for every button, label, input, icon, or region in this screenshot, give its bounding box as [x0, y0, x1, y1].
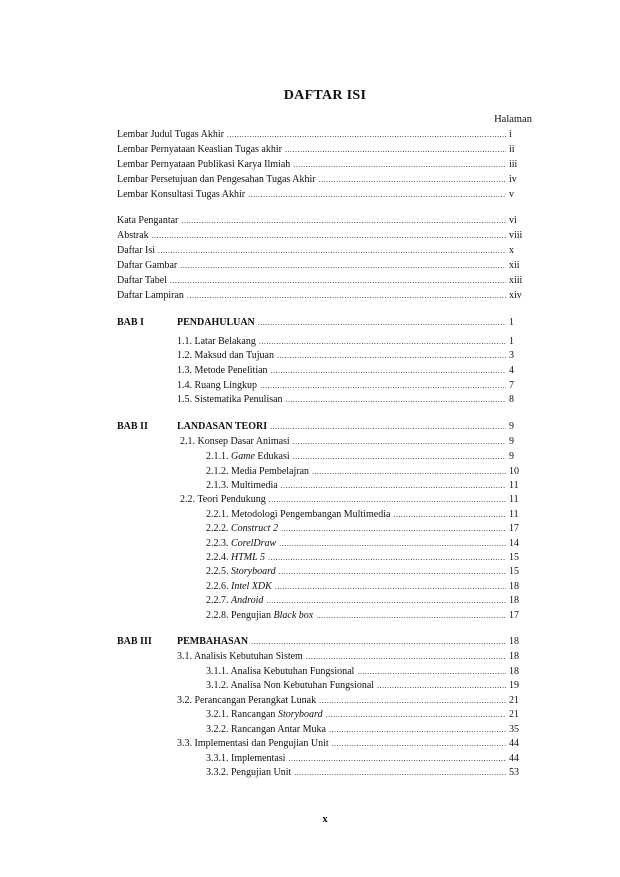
toc-entry [180, 435, 531, 448]
toc-chapter-entry [117, 635, 531, 648]
toc-entry [206, 609, 531, 622]
toc-entry-title: 3.1.2. Analisa Non Kebutuhan Fungsional [206, 680, 375, 691]
dot-leader [393, 508, 506, 521]
dot-leader [357, 665, 506, 678]
toc-page-number: x [509, 245, 514, 256]
toc-entry-title: 2.2.7. Android [206, 595, 264, 606]
toc-entry [177, 364, 531, 377]
toc-entry [206, 565, 531, 578]
dot-leader [158, 244, 506, 257]
toc-entry [206, 766, 531, 779]
dot-leader [332, 737, 506, 750]
dot-leader [258, 316, 506, 329]
dot-leader [277, 349, 506, 362]
toc-page-number: 15 [509, 552, 519, 563]
toc-entry-title: 1.3. Metode Penelitian [177, 365, 268, 376]
toc-entry-title: 3.3.1. Implementasi [206, 753, 286, 764]
dot-leader [312, 465, 506, 478]
toc-page-number: 14 [509, 538, 519, 549]
toc-entry [206, 723, 531, 736]
toc-entry-title: 2.2.6. Intel XDK [206, 581, 272, 592]
toc-entry-title: 3.2.2. Rancangan Antar Muka [206, 724, 326, 735]
toc-page-number: iii [509, 159, 518, 170]
dot-leader [281, 479, 506, 492]
toc-entry-title: 2.1.1. Game Edukasi [206, 451, 290, 462]
toc-entry-title: 2.1. Konsep Dasar Animasi [180, 436, 290, 447]
dot-leader [294, 766, 506, 779]
toc-entry-title: 2.2.3. CorelDraw [206, 538, 277, 549]
toc-entry [177, 393, 531, 406]
dot-leader [170, 274, 506, 287]
toc-entry-title: BAB I PENDAHULUAN [117, 317, 255, 328]
toc-page-number: 18 [509, 666, 519, 677]
toc-entry [117, 214, 531, 227]
toc-page-number: 8 [509, 394, 514, 405]
dot-leader [377, 679, 506, 692]
toc-page-number: 7 [509, 380, 514, 391]
toc-chapter-entry [117, 316, 531, 329]
toc-page-number: 18 [509, 636, 519, 647]
toc-page-number: vi [509, 215, 517, 226]
dot-leader [319, 694, 506, 707]
toc-entry-title: Lembar Judul Tugas Akhir [117, 129, 224, 140]
toc-page-number: 19 [509, 680, 519, 691]
dot-leader [319, 173, 506, 186]
toc-entry-title: 2.2.4. HTML 5 [206, 552, 265, 563]
toc-entry-title: Lembar Pernyataan Keaslian Tugas akhir [117, 144, 282, 155]
toc-entry-title: 1.1. Latar Belakang [177, 336, 256, 347]
toc-entry-title: 1.4. Ruang Lingkup [177, 380, 257, 391]
dot-leader [316, 609, 506, 622]
toc-page-number: 11 [509, 509, 519, 520]
dot-leader [329, 723, 506, 736]
chapter-number: BAB I [117, 317, 144, 328]
toc-entry-title: Lembar Pernyataan Publikasi Karya Ilmiah [117, 159, 291, 170]
toc-page-number: 35 [509, 724, 519, 735]
page-column-label: Halaman [494, 114, 532, 125]
toc-page-number: 17 [509, 523, 519, 534]
toc-entry [117, 289, 531, 302]
toc-entry-title: 2.2.5. Storyboard [206, 566, 276, 577]
toc-page-number: 9 [509, 451, 514, 462]
dot-leader [227, 128, 506, 141]
toc-entry [206, 450, 531, 463]
toc-page-number: 15 [509, 566, 519, 577]
toc-entry [206, 508, 531, 521]
dot-leader [271, 364, 506, 377]
toc-entry-title: Daftar Lampiran [117, 290, 184, 301]
toc-entry-title: 3.3.2. Pengujian Unit [206, 767, 292, 778]
toc-page-number: iv [509, 174, 517, 185]
toc-entry-title: Daftar Isi [117, 245, 156, 256]
toc-entry-title: 2.2.2. Construct 2 [206, 523, 278, 534]
toc-entry [177, 737, 531, 750]
toc-entry [206, 752, 531, 765]
dot-leader [288, 752, 506, 765]
dot-leader [293, 450, 506, 463]
toc-entry [206, 665, 531, 678]
toc-page-number: xiv [509, 290, 522, 301]
toc-entry-title: BAB II LANDASAN TEORI [117, 421, 268, 432]
dot-leader [286, 393, 506, 406]
toc-page-number: xii [509, 260, 520, 271]
dot-leader [269, 493, 506, 506]
page-title: DAFTAR ISI [283, 88, 367, 103]
dot-leader [279, 565, 506, 578]
toc-entry-title: 3.3. Implementasi dan Pengujian Unit [177, 738, 329, 749]
toc-entry-title: Daftar Gambar [117, 260, 178, 271]
dot-leader [187, 289, 506, 302]
dot-leader [275, 580, 506, 593]
toc-entry [206, 551, 531, 564]
toc-entry-title: 2.2. Teori Pendukung [180, 494, 266, 505]
toc-entry-title: BAB III PEMBAHASAN [117, 636, 249, 647]
dot-leader [260, 379, 506, 392]
dot-leader [293, 435, 506, 448]
dot-leader [268, 551, 506, 564]
toc-page-number: 18 [509, 581, 519, 592]
toc-page-number: viii [509, 230, 523, 241]
dot-leader [326, 708, 506, 721]
toc-page-number: 3 [509, 350, 514, 361]
toc-entry-title: Kata Pengantar [117, 215, 179, 226]
toc-entry [206, 479, 531, 492]
toc-entry [206, 679, 531, 692]
toc-entry [117, 173, 531, 186]
toc-page-number: 53 [509, 767, 519, 778]
toc-entry-title: Abstrak [117, 230, 149, 241]
toc-entry [177, 694, 531, 707]
dot-leader [293, 158, 506, 171]
toc-page-number: ii [509, 144, 515, 155]
toc-entry [177, 379, 531, 392]
toc-entry-title: 3.1.1. Analisa Kebutuhan Fungsional [206, 666, 355, 677]
toc-entry-title: 3.1. Analisis Kebutuhan Sistem [177, 651, 303, 662]
toc-page-number: v [509, 189, 514, 200]
toc-page-number: 11 [509, 494, 519, 505]
toc-entry [206, 537, 531, 550]
toc-page-number: 44 [509, 753, 519, 764]
dot-leader [259, 335, 506, 348]
toc-entry [177, 650, 531, 663]
toc-page-number: xiii [509, 275, 523, 286]
toc-entry [117, 128, 531, 141]
toc-entry-title: 2.2.1. Metodologi Pengembangan Multimedia [206, 509, 391, 520]
dot-leader [266, 594, 506, 607]
dot-leader [281, 522, 506, 535]
toc-page-number: 11 [509, 480, 519, 491]
toc-page-number: 18 [509, 651, 519, 662]
toc-entry [117, 244, 531, 257]
dot-leader [248, 188, 506, 201]
toc-page-number: 4 [509, 365, 514, 376]
toc-entry-title: 3.2.1. Rancangan Storyboard [206, 709, 323, 720]
toc-entry [206, 522, 531, 535]
toc-entry-title: 2.1.2. Media Pembelajran [206, 466, 310, 477]
toc-entry-title: 1.2. Maksud dan Tujuan [177, 350, 274, 361]
dot-leader [152, 229, 506, 242]
dot-leader [270, 420, 506, 433]
toc-entry [117, 259, 531, 272]
toc-entry [117, 143, 531, 156]
toc-entry [117, 229, 531, 242]
toc-page-number: i [509, 129, 512, 140]
toc-entry-title: Lembar Konsultasi Tugas Akhir [117, 189, 246, 200]
toc-entry [117, 274, 531, 287]
toc-entry [206, 594, 531, 607]
chapter-number: BAB III [117, 636, 152, 647]
dot-leader [279, 537, 506, 550]
toc-entry [177, 349, 531, 362]
dot-leader [306, 650, 506, 663]
toc-entry-title: Daftar Tabel [117, 275, 167, 286]
toc-page-number: 44 [509, 738, 519, 749]
toc-page-number: 10 [509, 466, 519, 477]
dot-leader [181, 214, 506, 227]
toc-page-number: 9 [509, 436, 514, 447]
chapter-number: BAB II [117, 421, 148, 432]
toc-entry-title: 2.2.8. Pengujian Black box [206, 610, 314, 621]
toc-entry [206, 465, 531, 478]
toc-entry-title: Lembar Persetujuan dan Pengesahan Tugas Akhir [117, 174, 316, 185]
toc-entry-title: 2.1.3. Multimedia [206, 480, 278, 491]
dot-leader [180, 259, 506, 272]
toc-entry-title: 3.2. Perancangan Perangkat Lunak [177, 695, 317, 706]
toc-page-number: 17 [509, 610, 519, 621]
toc-entry [206, 708, 531, 721]
dot-leader [251, 635, 506, 648]
toc-chapter-entry [117, 420, 531, 433]
toc-entry [117, 188, 531, 201]
dot-leader [285, 143, 506, 156]
toc-page-number: 9 [509, 421, 514, 432]
toc-entry-title: 1.5. Sistematika Penulisan [177, 394, 283, 405]
toc-page-number: 18 [509, 595, 519, 606]
toc-entry [206, 580, 531, 593]
toc-page-number: 21 [509, 695, 519, 706]
toc-page-number: 1 [509, 317, 514, 328]
page-number: x [322, 814, 328, 825]
toc-entry [180, 493, 531, 506]
toc-entry [117, 158, 531, 171]
toc-page-number: 21 [509, 709, 519, 720]
toc-entry [177, 335, 531, 348]
toc-page-number: 1 [509, 336, 514, 347]
